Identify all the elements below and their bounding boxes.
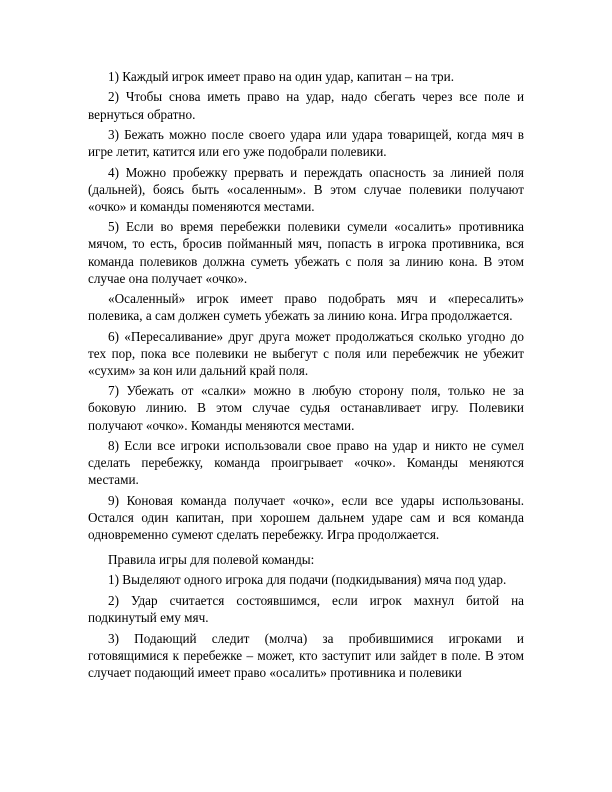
- field-rule-2: 2) Удар считается состоявшимся, если игрок махнул битой на подкинутый ему мяч.: [88, 592, 524, 626]
- rule-9: 9) Коновая команда получает «очко», если все удары использованы. Остался один капитан, при хорошем дальнем ударе сам и вся команда одновременно сумеют сделать перебежку. Игра продолжается.: [88, 492, 524, 542]
- rule-2: 2) Чтобы снова иметь право на удар, надо сбегать через все поле и вернуться обратно.: [88, 89, 524, 122]
- rule-8: 8) Если все игроки использовали свое право на удар и никто не сумел сделать перебежку, команда проигрывает «очко». Команды меняются местами.: [88, 438, 524, 488]
- rule-5: 5) Если во время перебежки полевики сумели «осалить» противника мячом, то есть, бросив пойманный мяч, попасть в игрока противника, вся команда полевиков должна суметь убежать с поля за линию кона. В этом случае она получает «очко».: [88, 219, 524, 286]
- rule-1: 1) Каждый игрок имеет право на один удар, капитан – на три.: [108, 69, 455, 84]
- rule-3: 3) Бежать можно после своего удара или удара товарищей, когда мяч в игре летит, катится или его уже подобрали полевики.: [88, 127, 524, 160]
- rule-7: 7) Убежать от «салки» можно в любую сторону поля, только не за боковую линию. В этом случае судья останавливает игру. Полевики получают «очко». Команды меняются местами.: [88, 383, 524, 433]
- rule-5-note: «Осаленный» игрок имеет право подобрать мяч и «пересалить» полевика, а сам должен суметь убежать за линию кона. Игра продолжается.: [88, 291, 524, 324]
- rule-6: 6) «Пересаливание» друг друга может продолжаться сколько угодно до тех пор, пока все полевики не выбегут с поля или перебежчик не убежит «сухим» за кон или дальний край поля.: [88, 328, 524, 378]
- rule-4: 4) Можно пробежку прервать и переждать опасность за линией поля (дальней), боясь быть «осаленным». В этом случае полевики получают «очко» и команды поменяются местами.: [88, 164, 524, 214]
- field-team-heading: Правила игры для полевой команды:: [108, 551, 315, 567]
- document-page: [88, 68, 524, 684]
- field-rule-3: 3) Подающий следит (молча) за пробившимися игроками и готовящимися к перебежке – может, кто заступит или зайдет в поле. В этом случает подающий имеет право «осалить» противника и полевики: [88, 630, 524, 680]
- field-rule-1: 1) Выделяют одного игрока для подачи (подкидывания) мяча под удар.: [108, 572, 507, 588]
